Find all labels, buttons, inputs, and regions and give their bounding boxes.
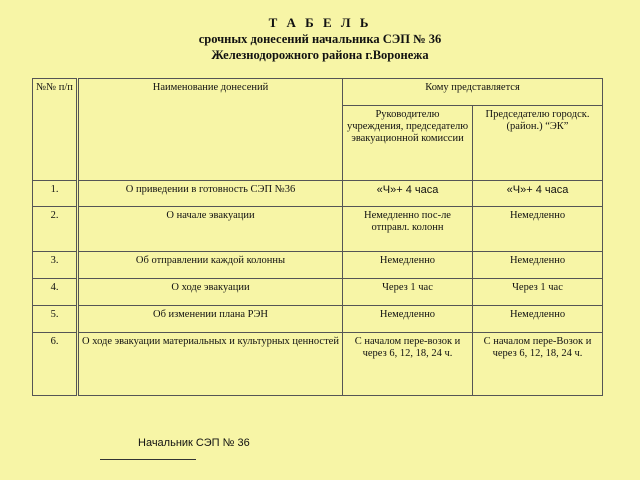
row-name: Об изменении плана РЭН	[78, 306, 343, 333]
signature-line	[100, 459, 196, 460]
header-recipient-chair: Председателю городск. (район.) “ЭК”	[473, 106, 603, 181]
row-name: О ходе эвакуации материальных и культурных ценностей	[78, 333, 343, 396]
row-recipient-chair: Немедленно	[473, 306, 603, 333]
document-subtitle: срочных донесений начальника СЭП № 36	[198, 32, 442, 46]
table-row	[33, 333, 603, 396]
header-recipient: Кому представляется	[343, 79, 603, 106]
table-header-row	[33, 79, 603, 106]
signature-title: Начальник СЭП № 36	[138, 437, 250, 449]
row-name: О начале эвакуации	[78, 207, 343, 252]
row-name: О ходе эвакуации	[78, 279, 343, 306]
row-num: 2.	[33, 207, 78, 252]
row-recipient-chair: Через 1 час	[473, 279, 603, 306]
table-row	[33, 252, 603, 279]
table-row	[33, 306, 603, 333]
table-row	[33, 279, 603, 306]
row-recipient-chair: «Ч»+ 4 часа	[473, 181, 603, 207]
row-recipient-chair: Немедленно	[473, 207, 603, 252]
reports-table	[32, 78, 603, 396]
document-district: Железнодорожного района г.Воронежа	[211, 48, 429, 62]
row-recipient-chair: С началом пере-Возок и через 6, 12, 18, 24 ч.	[473, 333, 603, 396]
row-num: 4.	[33, 279, 78, 306]
row-num: 1.	[33, 181, 78, 207]
row-recipient-head: «Ч»+ 4 часа	[343, 181, 473, 207]
row-recipient-head: Немедленно	[343, 306, 473, 333]
row-num: 5.	[33, 306, 78, 333]
document-title: Т А Б Е Л Ь	[268, 15, 372, 30]
row-name: О приведении в готовность СЭП №36	[78, 181, 343, 207]
table-row	[33, 207, 603, 252]
row-recipient-head: Немедленно	[343, 252, 473, 279]
row-recipient-chair: Немедленно	[473, 252, 603, 279]
table-row	[33, 181, 603, 207]
header-recipient-head: Руководителю учреждения, председателю эвакуационной комиссии	[343, 106, 473, 181]
row-recipient-head: Немедленно пос-ле отправл. колонн	[343, 207, 473, 252]
row-name: Об отправлении каждой колонны	[78, 252, 343, 279]
header-name: Наименование донесений	[78, 79, 343, 181]
row-recipient-head: С началом пере-возок и через 6, 12, 18, 24 ч.	[343, 333, 473, 396]
row-num: 3.	[33, 252, 78, 279]
row-recipient-head: Через 1 час	[343, 279, 473, 306]
row-num: 6.	[33, 333, 78, 396]
header-num: №№ п/п	[33, 79, 78, 181]
